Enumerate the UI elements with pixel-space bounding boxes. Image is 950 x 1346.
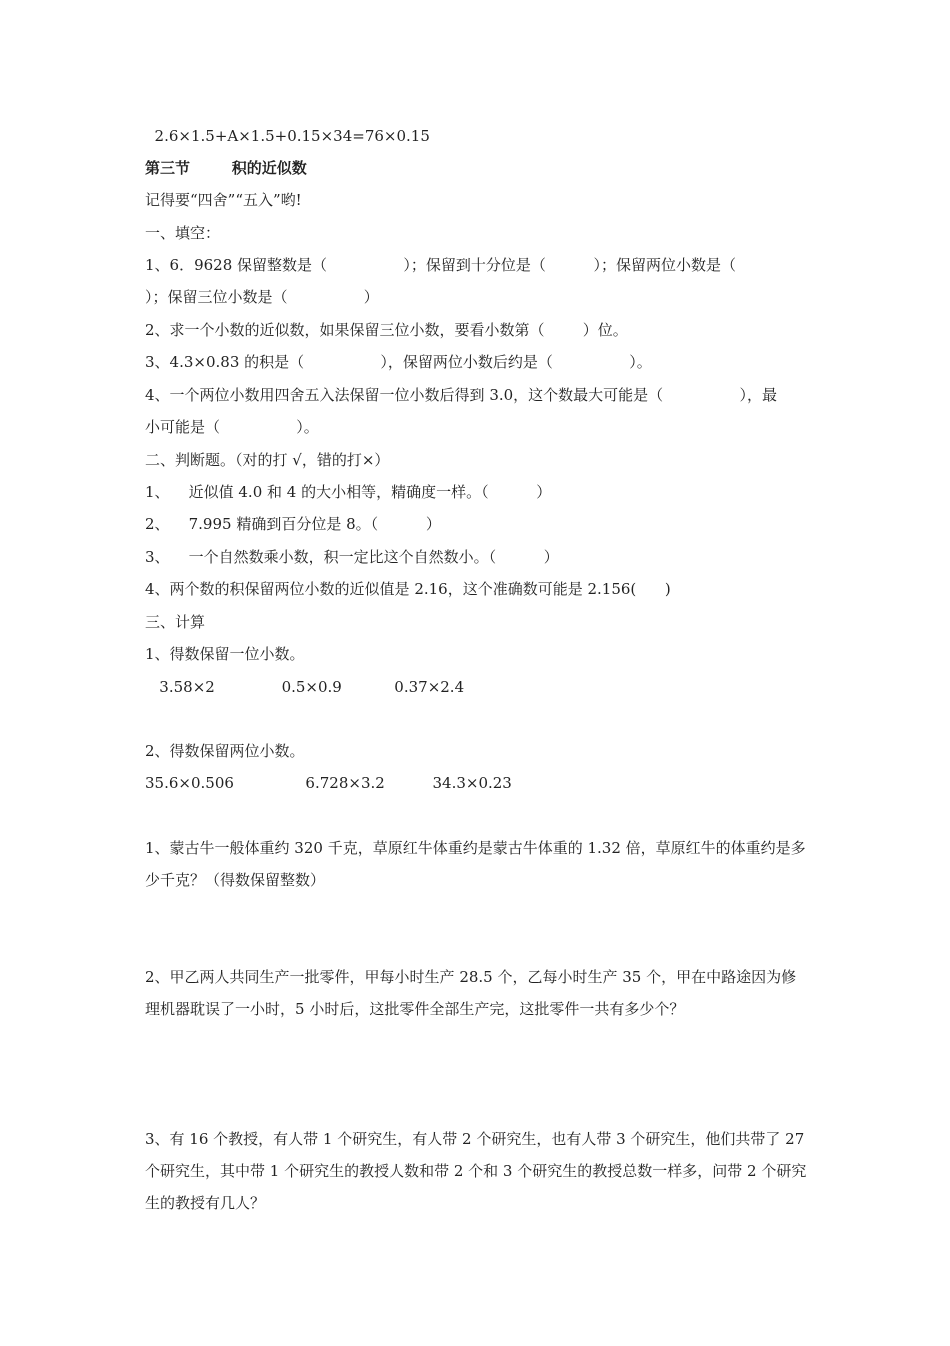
calc2-title: 2、得数保留两位小数。 [145,742,305,760]
part1-title: 一、填空： [145,224,221,242]
calc2-items: 35.6×0.506 6.728×3.2 34.3×0.23 [145,774,512,792]
fill-question-4b: 小可能是（ ）。 [145,418,319,436]
calc1-title: 1、得数保留一位小数。 [145,645,305,663]
part3-title: 三、计算 [145,613,206,631]
word-problem-3: 3、有 16 个教授，有人带 1 个研究生，有人带 2 个研究生，也有人带 3 个研究生，他们共带了 27 个研究生，其中带 1 个研究生的教授人数和带 2 个和 3 个研究生的教授总数一样多，问带 2 个研究生的教授有几人？ [145,1130,807,1212]
judge-question-2: 2、 7.995 精确到百分位是 8。（ ） [145,515,441,533]
fill-question-4a: 4、一个两位小数用四舍五入法保留一位小数后得到 3.0，这个数最大可能是（ ），最 [145,386,777,404]
part2-title: 二、判断题。（对的打 √，错的打×） [145,451,390,469]
fill-question-3: 3、4.3×0.83 的积是（ ），保留两位小数后约是（ ）。 [145,353,652,371]
calc1-items: 3.58×2 0.5×0.9 0.37×2.4 [145,678,465,696]
fill-question-1a: 1、6．9628 保留整数是（ ）；保留到十分位是（ ）；保留两位小数是（ [145,256,737,274]
fill-question-1b: ）；保留三位小数是（ ） [145,288,379,306]
fill-question-2: 2、求一个小数的近似数，如果保留三位小数，要看小数第（ ）位。 [145,321,628,339]
judge-question-1: 1、 近似值 4.0 和 4 的大小相等，精确度一样。（ ） [145,483,552,501]
section-title: 第三节 积的近似数 [145,159,307,177]
word-problem-1: 1、蒙古牛一般体重约 320 千克，草原红牛体重约是蒙古牛体重的 1.32 倍，草原红牛的体重约是多少千克？（得数保留整数） [145,839,806,889]
word-problem-2: 2、甲乙两人共同生产一批零件，甲每小时生产 28.5 个，乙每小时生产 35 个，甲在中路途因为修理机器耽误了一小时，5 小时后，这批零件全部生产完，这批零件一共有多少个？ [145,968,797,1018]
judge-question-4: 4、两个数的积保留两位小数的近似值是 2.16，这个准确数可能是 2.156( ) [145,580,671,598]
judge-question-3: 3、 一个自然数乘小数，积一定比这个自然数小。（ ） [145,548,559,566]
tip-text: 记得要“四舍”“五入”哟! [145,191,302,209]
equation: 2.6×1.5+A×1.5+0.15×34=76×0.15 [145,127,430,145]
